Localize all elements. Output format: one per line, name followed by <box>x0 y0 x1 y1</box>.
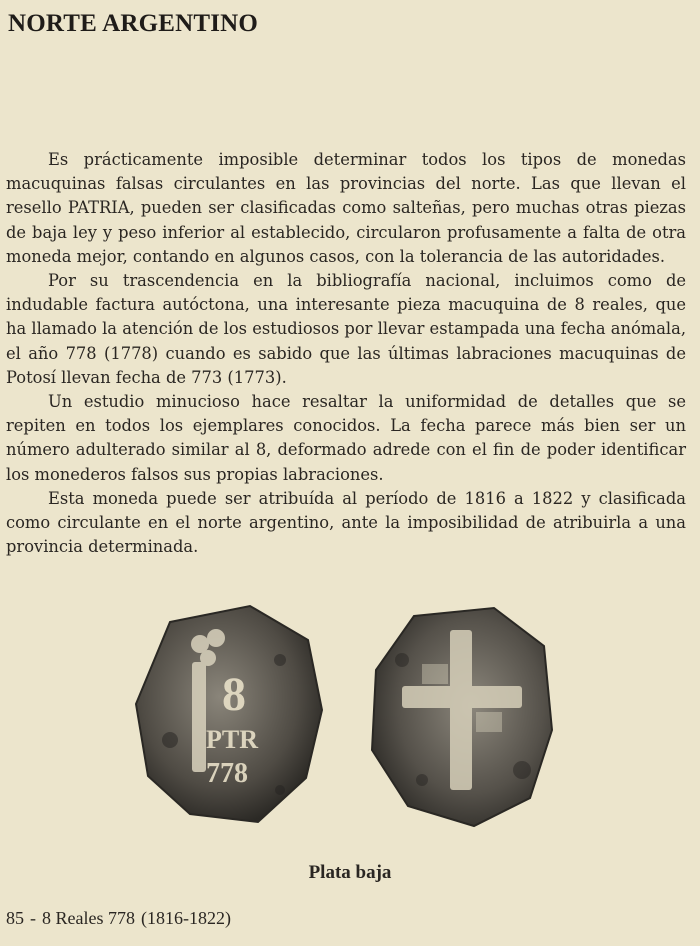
catalog-entry <box>6 908 237 929</box>
figure-caption: Plata baja <box>308 862 392 883</box>
catalog-denomination: 8 Reales 778 <box>42 908 135 928</box>
coin-mark-mint: PTR <box>206 725 258 754</box>
coin-mark-date: 778 <box>206 758 248 789</box>
page-title: NORTE ARGENTINO <box>8 10 259 37</box>
paragraph-4: Esta moneda puede ser atribuída al período de 1816 a 1822 y clasificada como circulante en el norte argentino, ante la imposibilidad de atribuirla a una provincia determinada. <box>6 488 686 557</box>
paragraph-3: Un estudio minucioso hace resaltar la uniformidad de detalles que se repiten en todos los ejemplares conocidos. La fecha parece más bien ser un número adulterado similar al 8, deformado adrede con el fin de poder identificar los monederos falsos sus propias labraciones. <box>6 392 686 484</box>
paragraph-1: Es prácticamente imposible determinar todos los tipos de monedas macuquinas falsas circulantes en las provincias del norte. Las que llevan el resello PATRIA, pueden ser clasificadas como salteñas, pero muchas otras piezas de baja ley y peso inferior al establecido, circularon profusamente a falta de otra moneda mejor, contando en algunos casos, con la tolerancia de las autoridades. <box>6 150 686 266</box>
catalog-period: (1816-1822) <box>140 908 231 928</box>
coin-mark-value: 8 <box>222 668 246 721</box>
coin-reverse-image <box>362 600 557 830</box>
coin-obverse-image <box>130 600 330 830</box>
body-text <box>6 148 686 559</box>
catalog-separator: - <box>30 908 36 928</box>
paragraph-2: Por su trascendencia en la bibliografía nacional, incluimos como de indudable factura autóctona, una interesante pieza macuquina de 8 reales, que ha llamado la atención de los estudiosos por llevar estampada una fecha anómala, el año 778 (1778) cuando es sabido que las últimas labraciones macuquinas de Potosí llevan fecha de 773 (1773). <box>6 271 686 387</box>
catalog-number: 85 <box>6 908 24 928</box>
